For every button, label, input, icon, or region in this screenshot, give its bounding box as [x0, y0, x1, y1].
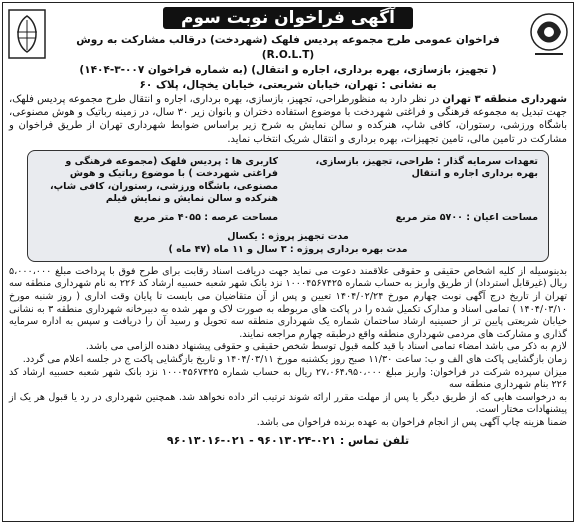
deposit-note: میزان سپرده شرکت در فراخوان: واریز مبلغ ۲۷،۰۶۴،۹۵۰،۰۰۰ ریال به حساب شماره ۱۰۰۰۴۵۶۷۴۲۵ نزد بانک شهر شعبه حسبیه ارشاد کد ۲۲۶ بنام شهرداری منطقه سه — [9, 366, 567, 391]
title-line: فراخوان عمومی طرح مجموعه پردیس فلهک (شهردخت) درقالب مشارکت به روش (R.O.L.T) — [76, 34, 500, 61]
banner-title: آگهی فراخوان نوبت سوم — [163, 7, 413, 29]
tehran-municipality-logo — [527, 6, 571, 62]
investor-obligations-label: تعهدات سرمایه گذار : — [437, 155, 538, 167]
usages-label: کاربری ها : — [224, 155, 278, 167]
title-line: ( تجهیز، بازسازی، بهره برداری، اجاره و انتقال) (به شماره فراخوان ۰۰۷-۳-۱۴۰۴) — [79, 64, 497, 76]
address-line: به نشانی : تهران، خیابان شریعتی، خیابان یخچال، پلاک ۶۰ — [139, 79, 437, 91]
contact-phone: تلفن تماس : ۰۲۱-۹۶۰۱۳۰۲۴ - ۰۲۱-۹۶۰۱۳۰۱۶ — [166, 433, 410, 447]
investor-obligations — [298, 156, 538, 206]
intro-lead: شهرداری منطقه ۳ تهران — [442, 94, 567, 105]
project-details-box — [27, 150, 549, 262]
operation-period: مدت بهره برداری پروژه : ۳ سال و ۱۱ ماه (۴۷ ماه ) — [168, 244, 408, 256]
building-area: مساحت اعیان : ۵۷۰۰ متر مربع — [395, 211, 538, 223]
usages-value: پردیس فلهک (مجموعه فرهنگی و فراغتی شهردخت ) با موضوع رباتیک و هوش مصنوعی، باشگاه ورزشی، رستوران، کافی شاپ، هنرکده و سالن نمایش و نمایش فیلم — [50, 155, 278, 205]
signature-note: لازم به ذکر می باشد امضاء تمامی اسناد با قید کلمه قبول توسط شخص حقیقی و حقوقی پیشنهاد دهنده الزامی می باشد. — [85, 341, 567, 353]
body-paragraph: بدینوسیله از کلیه اشخاص حقیقی و حقوقی علاقمند دعوت می نماید جهت دریافت اسناد رقابت برای طرح فوق با پرداخت مبلغ ۵،۰۰۰،۰۰۰ ریال (غیرقابل استرداد) از طریق واریز به حساب شماره ۱۰۰۰۴۵۶۷۴۲۵ نزد بانک شهر شعبه حسبیه ارشاد کد ۲۲۶ به نام شهرداری منطقه سه تهران از تاریخ درج آگهی نوبت چهارم مورخ ۱۴۰۴/۰۲/۲۴ تعیین و پس از آن متقاضیان می بایست تا پایان وقت اداری ( روز شنبه مورخ ۱۴۰۴/۰۳/۱۰ ) تمامی اسناد و مدارک تکمیل شده را در پاکت های مربوطه به صورت لاک و مهر شده به دبیرخانه شهرداری منطقه ۳ به نشانی خیابان شریعتی پایین تر از حسینیه ارشاد ساختمان شماره یک شهرداری منطقه سه تحویل و رسید آن را دریافت و سپس به اداره سرمایه گذاری و مشارکت های مردمی شهرداری منطقه واقع درطبقه چهارم مراجعه نمایند. — [9, 265, 567, 340]
intro-paragraph — [9, 93, 567, 146]
usages — [38, 156, 278, 206]
advertisement-frame — [2, 2, 574, 522]
rejection-note: به درخواست هایی که از طریق دیگر یا پس از مهلت مقرر ارائه شوند ترتیب اثر داده نخواهد شد. همچنین شهرداری در رد یا قبول هر یک از پیشنهادات مختار است. — [9, 391, 567, 416]
land-area: مساحت عرصه : ۴۰۵۵ متر مربع — [133, 211, 278, 223]
opening-time: زمان بازگشایی پاکت های الف و ب: ساعت ۱۱/۳۰ صبح روز یکشنبه مورخ ۱۴۰۴/۰۳/۱۱ و تاریخ بازگشایی پاکت ج در جلسه اعلام می گردد. — [22, 353, 567, 365]
announcement-title — [9, 33, 567, 93]
print-cost-note: ضمنا هزینه چاپ آگهی پس از انجام فراخوان به عهده برنده فراخوان می باشد. — [256, 416, 567, 428]
intro-text: در نظر دارد به منظورطراحی، تجهیز، بازسازی، بهره برداری، اجاره و انتقال طرح مجموعه پردیس فلهک، جهت تبدیل به مجموعه فرهنگی و فراغتی شهردخت با موضوع استفاده دختران و بانوان زیر ۳۰ سال، در زمینه رباتیک و هوش مصنوعی، باشگاه ورزشی، رستوران، کافی شاپ، هنرکده و سالن نمایش به شرح زیر براساس ضوابط شهرداری تهران از طریق فراخوان و مشارکت در تامین مالی، تامین تجهیزات، بهره برداری و انتقال شریک انتخاب نماید. — [9, 94, 567, 145]
header — [9, 3, 567, 33]
investor-obligations-value: طراحی، تجهیز، بازسازی، بهره برداری اجاره و انتقال — [315, 155, 538, 180]
equip-period: مدت تجهیز پروژه : یکسال — [227, 231, 349, 243]
